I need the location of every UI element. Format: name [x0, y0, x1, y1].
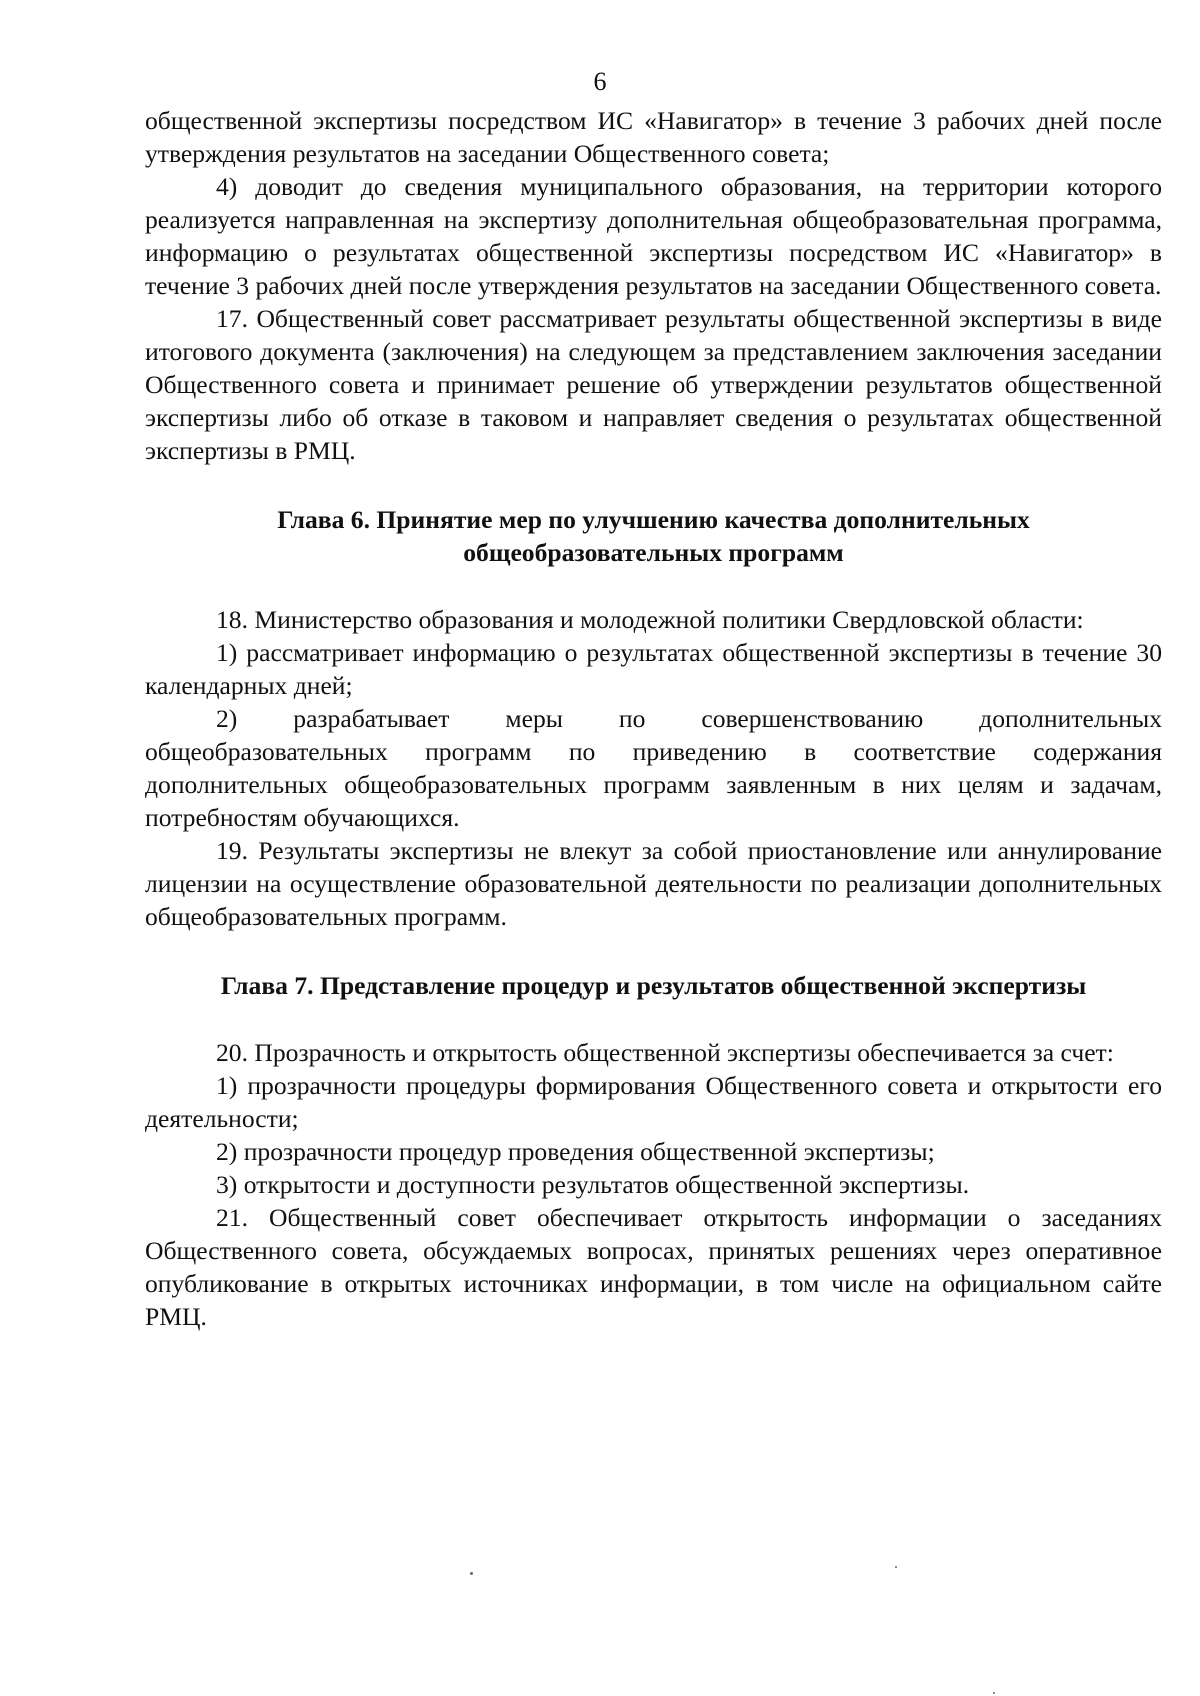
chapter-6-heading-line-1: Глава 6. Принятие мер по улучшению качества дополнительных	[277, 505, 1030, 534]
paragraph-20-item-2: 2) прозрачности процедур проведения общественной экспертизы;	[216, 1137, 935, 1166]
paragraph-continuation: общественной экспертизы посредством ИС «Навигатор» в течение 3 рабочих дней после утверждения результатов на заседании Общественного совета;	[145, 106, 1162, 168]
chapter-6-heading-line-2: общеобразовательных программ	[463, 538, 844, 567]
paragraph-item-4: 4) доводит до сведения муниципального образования, на территории которого реализуется направленная на экспертизу дополнительная общеобразовательная программа, информацию о результатах общественной экспертизы посредством ИС «Навигатор» в течение 3 рабочих дней после утверждения результатов на заседании Общественного совета.	[145, 172, 1162, 300]
paragraph-20: 20. Прозрачность и открытость общественной экспертизы обеспечивается за счет:	[216, 1038, 1114, 1067]
paragraph-21: 21. Общественный совет обеспечивает открытость информации о заседаниях Общественного совета, обсуждаемых вопросах, принятых решениях через оперативное опубликование в открытых источниках информации, в том числе на официальном сайте РМЦ.	[145, 1203, 1162, 1331]
chapter-7-heading: Глава 7. Представление процедур и результатов общественной экспертизы	[220, 971, 1087, 1000]
paragraph-20-item-3: 3) открытости и доступности результатов общественной экспертизы.	[216, 1170, 970, 1199]
paragraph-20-item-1: 1) прозрачности процедуры формирования Общественного совета и открытости его деятельности;	[145, 1071, 1162, 1133]
page-number: 6	[593, 67, 607, 96]
document-body	[145, 104, 1162, 1333]
paragraph-18-item-1: 1) рассматривает информацию о результатах общественной экспертизы в течение 30 календарных дней;	[145, 638, 1162, 700]
scan-speck	[993, 1692, 995, 1694]
paragraph-19: 19. Результаты экспертизы не влекут за собой приостановление или аннулирование лицензии на осуществление образовательной деятельности по реализации дополнительных общеобразовательных программ.	[145, 836, 1162, 931]
paragraph-17: 17. Общественный совет рассматривает результаты общественной экспертизы в виде итогового документа (заключения) на следующем за представлением заключения заседании Общественного совета и принимает решение об утверждении результатов общественной экспертизы либо об отказе в таковом и направляет сведения о результатах общественной экспертизы в РМЦ.	[145, 304, 1162, 465]
paragraph-18: 18. Министерство образования и молодежной политики Свердловской области:	[216, 605, 1084, 634]
paragraph-18-item-2: 2) разрабатывает меры по совершенствованию дополнительных общеобразовательных программ по приведению в соответствие содержания дополнительных общеобразовательных программ заявленным в них целям и задачам, потребностям обучающихся.	[145, 704, 1162, 832]
scan-speck	[470, 1572, 473, 1575]
scan-speck	[895, 1566, 897, 1568]
chapter-6-heading	[145, 503, 1162, 569]
